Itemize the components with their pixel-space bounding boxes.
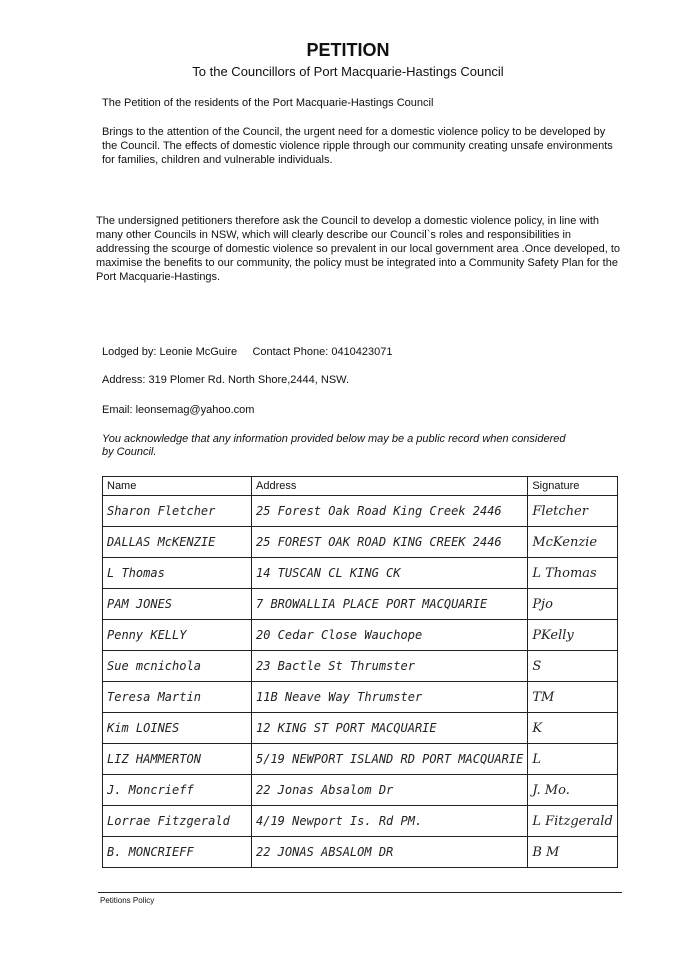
contact-phone: Contact Phone: 0410423071 xyxy=(252,346,393,358)
row-address: 14 TUSCAN CL KING CK xyxy=(252,558,528,589)
lodged-line xyxy=(102,346,393,358)
table-row xyxy=(103,806,618,837)
row-signature: L xyxy=(528,744,618,775)
row-address: 22 JONAS ABSALOM DR xyxy=(252,837,528,868)
table-row xyxy=(103,744,618,775)
row-signature: Fletcher xyxy=(528,496,618,527)
header-address: Address xyxy=(252,477,528,496)
table-row xyxy=(103,496,618,527)
acknowledgement-text: You acknowledge that any information provided below may be a public record when considered by Council. xyxy=(102,433,566,458)
row-name: Teresa Martin xyxy=(103,682,252,713)
row-signature: McKenzie xyxy=(528,527,618,558)
row-name: L Thomas xyxy=(103,558,252,589)
table-row xyxy=(103,589,618,620)
table-row xyxy=(103,527,618,558)
row-signature: K xyxy=(528,713,618,744)
row-address: 25 FOREST OAK ROAD KING CREEK 2446 xyxy=(252,527,528,558)
table-row xyxy=(103,775,618,806)
table-row xyxy=(103,558,618,589)
row-name: Penny KELLY xyxy=(103,620,252,651)
row-address: 20 Cedar Close Wauchope xyxy=(252,620,528,651)
table-row xyxy=(103,713,618,744)
row-signature: L Fitzgerald xyxy=(528,806,618,837)
issue-paragraph: Brings to the attention of the Council, the urgent need for a domestic violence policy to be developed by the Council. The effects of domestic violence ripple through our community creating unsafe environments for families, children and vulnerable individuals. xyxy=(102,126,613,166)
row-name: DALLAS McKENZIE xyxy=(103,527,252,558)
footer-divider xyxy=(98,892,622,893)
table-row xyxy=(103,837,618,868)
row-signature: Pjo xyxy=(528,589,618,620)
contact-email: Email: leonsemag@yahoo.com xyxy=(102,404,255,416)
row-name: Sue mcnichola xyxy=(103,651,252,682)
lodged-by: Lodged by: Leonie McGuire xyxy=(102,346,238,358)
row-address: 5/19 NEWPORT ISLAND RD PORT MACQUARIE xyxy=(252,744,528,775)
table-row xyxy=(103,651,618,682)
contact-address: Address: 319 Plomer Rd. North Shore,2444, NSW. xyxy=(102,374,350,386)
row-address: 25 Forest Oak Road King Creek 2446 xyxy=(252,496,528,527)
row-name: J. Moncrieff xyxy=(103,775,252,806)
row-name: B. MONCRIEFF xyxy=(103,837,252,868)
row-signature: S xyxy=(528,651,618,682)
table-row xyxy=(103,620,618,651)
row-signature: B M xyxy=(528,837,618,868)
row-signature: PKelly xyxy=(528,620,618,651)
row-address: 11B Neave Way Thrumster xyxy=(252,682,528,713)
row-address: 12 KING ST PORT MACQUARIE xyxy=(252,713,528,744)
request-paragraph: The undersigned petitioners therefore ask the Council to develop a domestic violence policy, in line with many other Councils in NSW, which will clearly describe our Council`s roles and responsibilities in addressing the scourge of domestic violence so prevalent in our local government area .Once developed, to maximise the benefits to our community, the policy must be integrated into a Community Safety Plan for the Port Macquarie-Hastings. xyxy=(96,215,621,283)
header-signature: Signature xyxy=(528,477,618,496)
petition-subtitle: To the Councillors of Port Macquarie-Hastings Council xyxy=(192,64,504,79)
header-name: Name xyxy=(103,477,252,496)
row-signature: J. Mo. xyxy=(528,775,618,806)
row-name: Lorrae Fitzgerald xyxy=(103,806,252,837)
row-address: 4/19 Newport Is. Rd PM. xyxy=(252,806,528,837)
signature-table xyxy=(102,476,618,868)
row-signature: L Thomas xyxy=(528,558,618,589)
petition-title: PETITION xyxy=(306,40,390,60)
row-name: Sharon Fletcher xyxy=(103,496,252,527)
table-header-row xyxy=(103,477,618,496)
row-address: 22 Jonas Absalom Dr xyxy=(252,775,528,806)
table-row xyxy=(103,682,618,713)
row-signature: TM xyxy=(528,682,618,713)
intro-paragraph: The Petition of the residents of the Port Macquarie-Hastings Council xyxy=(102,97,434,109)
row-address: 23 Bactle St Thrumster xyxy=(252,651,528,682)
footer-label: Petitions Policy xyxy=(100,896,155,905)
row-name: LIZ HAMMERTON xyxy=(103,744,252,775)
row-name: Kim LOINES xyxy=(103,713,252,744)
row-name: PAM JONES xyxy=(103,589,252,620)
row-address: 7 BROWALLIA PLACE PORT MACQUARIE xyxy=(252,589,528,620)
